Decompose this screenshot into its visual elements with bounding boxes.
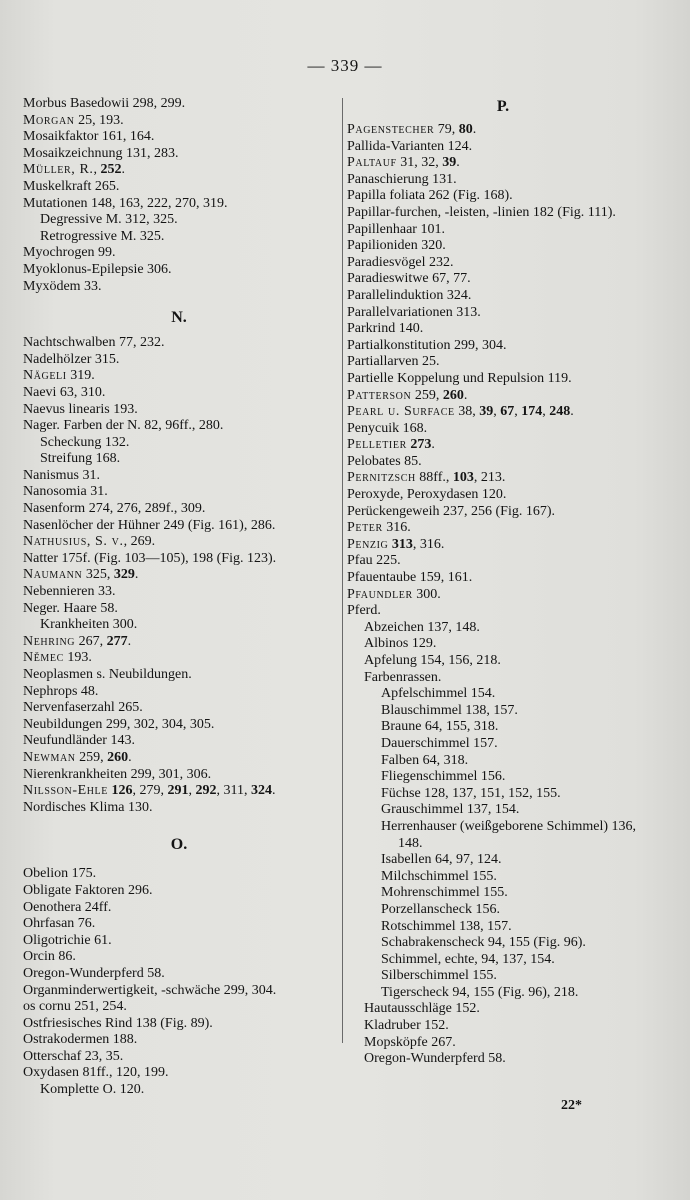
author-name: Nehring [23, 633, 76, 649]
section-n [23, 335, 335, 816]
index-entry [23, 916, 335, 933]
entry-text: Dauerschimmel 157. [381, 735, 498, 751]
entry-text: Farbenrassen. [364, 669, 442, 685]
index-entry [23, 1082, 335, 1099]
index-entry [23, 418, 335, 435]
index-entry [23, 900, 335, 917]
index-entry [347, 670, 659, 687]
entry-text: Oregon-Wunderpferd 58. [364, 1051, 506, 1067]
author-name: Nilsson-Ehle [23, 783, 108, 799]
index-entry [347, 769, 659, 786]
entry-text: Braune 64, 155, 318. [381, 719, 499, 735]
entry-text: , 269. [123, 534, 156, 550]
entry-text: , 316. [412, 536, 445, 552]
entry-text: Rotschimmel 138, 157. [381, 918, 512, 934]
left-column [23, 96, 335, 1099]
entry-text: Schabrakenscheck 94, 155 (Fig. 96). [381, 935, 586, 951]
entry-text: 25, 193. [74, 112, 124, 128]
index-entry [23, 717, 335, 734]
page-ref-bold: 292 [195, 783, 217, 799]
index-entry [23, 534, 335, 551]
index-entry [347, 885, 659, 902]
index-entry [23, 966, 335, 983]
entry-text: . [570, 404, 574, 420]
index-entry [23, 567, 335, 584]
entry-text: Otterschaf 23, 35. [23, 1048, 124, 1064]
index-entry [347, 736, 659, 753]
index-entry [347, 902, 659, 919]
index-entry [347, 421, 659, 438]
entry-text: Papillar-furchen, -leisten, -linien 182 (Fig. 111). [347, 204, 616, 220]
entry-text: Naevi 63, 310. [23, 384, 106, 400]
author-name: Němec [23, 650, 64, 666]
entry-text: Obligate Faktoren 296. [23, 882, 153, 898]
entry-text: Mutationen 148, 163, 222, 270, 319. [23, 195, 228, 211]
entry-text: Morbus Basedowii 298, 299. [23, 96, 186, 111]
entry-text: 319. [66, 368, 95, 384]
page-ref-bold: 313 [391, 536, 413, 552]
entry-text: Ohrfasan 76. [23, 916, 96, 932]
entry-text: 267, [75, 633, 107, 649]
entry-text: Abzeichen 137, 148. [364, 619, 480, 635]
index-entry [347, 1051, 659, 1068]
entry-text: , 279, [132, 783, 168, 799]
entry-text: . [134, 567, 139, 583]
index-entry [347, 786, 659, 803]
section-o [23, 866, 335, 1098]
entry-text: Parallelvariationen 313. [347, 304, 481, 320]
page-number: — 339 — [307, 56, 383, 75]
index-entry [23, 279, 335, 296]
entry-text: Parkrind 140. [347, 321, 424, 337]
entry-text: , [514, 404, 522, 420]
entry-text: Krankheiten 300. [40, 617, 138, 633]
entry-text: Füchse 128, 137, 151, 152, 155. [381, 785, 561, 801]
author-name: Pearl u. Surface [347, 404, 455, 420]
author-name: Newman [23, 749, 76, 765]
entry-text: , [188, 783, 196, 799]
entry-text: , 213. [473, 470, 506, 486]
index-entry [23, 129, 335, 146]
page-ref-bold: 277 [106, 633, 128, 649]
index-entry [347, 587, 659, 604]
author-name: Morgan [23, 112, 75, 128]
entry-text: Nephrops 48. [23, 683, 99, 699]
index-entry [347, 686, 659, 703]
author-name: Paltauf [347, 155, 397, 171]
index-entry [347, 985, 659, 1002]
entry-text: . [271, 783, 276, 799]
entry-text: Partiallarven 25. [347, 354, 440, 370]
entry-text: Naevus linearis 193. [23, 401, 138, 417]
entry-text: 79, [434, 122, 459, 137]
index-entry [347, 852, 659, 869]
right-column [347, 96, 659, 1068]
index-entry [23, 229, 335, 246]
entry-text: 300. [412, 586, 441, 602]
entry-text: Komplette O. 120. [40, 1082, 145, 1098]
index-entry [347, 321, 659, 338]
entry-text: . [472, 122, 477, 137]
entry-text: Hautausschläge 152. [364, 1001, 480, 1017]
entry-text: Organminderwertigkeit, -schwäche 299, 304. [23, 982, 277, 998]
signature-mark: 22* [561, 1098, 582, 1113]
entry-text: , [93, 162, 101, 178]
entry-text: . [456, 155, 460, 171]
entry-text: , [542, 404, 550, 420]
entry-text: Paradiesvögel 232. [347, 254, 454, 270]
entry-text: Oenothera 24ff. [23, 899, 112, 915]
index-entry [347, 819, 659, 852]
index-entry [23, 883, 335, 900]
entry-text: Papilioniden 320. [347, 238, 446, 254]
entry-text: Nasenform 274, 276, 289f., 309. [23, 501, 206, 517]
index-entry [347, 653, 659, 670]
index-entry [347, 404, 659, 421]
index-entry [347, 238, 659, 255]
entry-text: Partialkonstitution 299, 304. [347, 337, 507, 353]
index-entry [23, 262, 335, 279]
entry-text: Myxödem 33. [23, 278, 102, 294]
entry-text: , 311, [216, 783, 251, 799]
entry-text: 259, [75, 749, 108, 765]
section-heading-n: N. [171, 309, 187, 327]
entry-text: Peroxyde, Peroxydasen 120. [347, 487, 507, 503]
entry-text: Parallelinduktion 324. [347, 287, 472, 303]
entry-text: Neger. Haare 58. [23, 600, 118, 616]
entry-text: Isabellen 64, 97, 124. [381, 852, 502, 868]
author-name: Müller, R. [23, 162, 94, 178]
entry-text: 38, [454, 404, 480, 420]
index-entry [23, 468, 335, 485]
index-entry [23, 1016, 335, 1033]
index-entry [23, 146, 335, 163]
index-entry [347, 802, 659, 819]
index-entry [347, 520, 659, 537]
entry-text: Ostfriesisches Rind 138 (Fig. 89). [23, 1015, 213, 1031]
entry-text: Blauschimmel 138, 157. [381, 702, 518, 718]
entry-text: Natter 175f. (Fig. 103—105), 198 (Fig. 123). [23, 550, 277, 566]
index-entry [23, 551, 335, 568]
entry-text: Neubildungen 299, 302, 304, 305. [23, 716, 215, 732]
entry-text: . [128, 749, 132, 765]
entry-text: Orcin 86. [23, 949, 76, 965]
index-entry [23, 212, 335, 229]
page-ref-bold: 260 [442, 387, 464, 403]
index-entry [347, 288, 659, 305]
entry-text: Nadelhölzer 315. [23, 351, 120, 367]
entry-text: , [493, 404, 501, 420]
entry-text: Paradieswitwe 67, 77. [347, 271, 471, 287]
page-ref-bold: 273 [410, 437, 432, 453]
index-entry [23, 617, 335, 634]
index-entry [23, 733, 335, 750]
index-entry [347, 255, 659, 272]
entry-text: Albinos 129. [364, 636, 437, 652]
page-ref-bold: 103 [452, 470, 474, 486]
page-ref-bold: 126 [111, 783, 133, 799]
entry-text: . [121, 162, 126, 178]
index-entry [23, 866, 335, 883]
entry-text: 31, 32, [396, 155, 443, 171]
entry-text: 259, [411, 387, 443, 403]
index-entry [347, 570, 659, 587]
entry-text: Mosaikzeichnung 131, 283. [23, 145, 179, 161]
section-heading-p: P. [496, 98, 510, 115]
author-name: Pernitzsch [347, 470, 416, 486]
entry-text: 316. [382, 520, 411, 536]
index-entry [23, 767, 335, 784]
index-entry [347, 305, 659, 322]
index-entry [347, 437, 659, 454]
entry-text: 88ff., [415, 470, 453, 486]
author-name: Nathusius, S. v. [23, 534, 124, 550]
page-ref-bold: 39 [442, 155, 457, 171]
index-entry [347, 338, 659, 355]
author-name: Pagenstecher [347, 122, 435, 137]
index-entry [23, 484, 335, 501]
index-entry [347, 603, 659, 620]
index-entry [347, 719, 659, 736]
entry-text: Apfelschimmel 154. [381, 686, 496, 702]
index-entry [23, 700, 335, 717]
index-entry [347, 222, 659, 239]
page-ref-bold: 80 [458, 122, 473, 137]
index-entry [23, 684, 335, 701]
section-p [347, 122, 659, 1068]
index-entry [23, 1032, 335, 1049]
entry-text: Streifung 168. [40, 451, 121, 467]
entry-text: Retrogressive M. 325. [40, 228, 165, 244]
index-entry [23, 162, 335, 179]
index-entry [23, 245, 335, 262]
entry-text: Neoplasmen s. Neubildungen. [23, 667, 192, 682]
index-entry [23, 999, 335, 1016]
index-entry [347, 205, 659, 222]
entry-text: Oregon-Wunderpferd 58. [23, 965, 165, 981]
index-entry [23, 196, 335, 213]
index-entry [347, 354, 659, 371]
page-ref-bold: 324 [250, 783, 272, 799]
index-entry [347, 753, 659, 770]
entry-text: Nanosomia 31. [23, 484, 108, 500]
section-m [23, 96, 335, 295]
entry-text: Kladruber 152. [364, 1018, 449, 1034]
entry-text: 325, [82, 567, 114, 583]
entry-text: Pelobates 85. [347, 453, 422, 469]
index-entry [23, 435, 335, 452]
index-entry [23, 451, 335, 468]
entry-text: Nierenkrankheiten 299, 301, 306. [23, 766, 212, 782]
index-entry [347, 188, 659, 205]
entry-text: Milchschimmel 155. [381, 868, 497, 884]
author-name: Peter [347, 520, 383, 536]
page-ref-bold: 252 [100, 162, 122, 178]
page-ref-bold: 67 [500, 404, 515, 420]
page-ref-bold: 39 [479, 404, 494, 420]
index-entry [347, 155, 659, 172]
entry-text: Muskelkraft 265. [23, 178, 120, 194]
index-entry [347, 454, 659, 471]
entry-text: Ostrakodermen 188. [23, 1032, 138, 1048]
author-name: Patterson [347, 387, 412, 403]
entry-text: Penycuik 168. [347, 420, 428, 436]
entry-text: Oxydasen 81ff., 120, 199. [23, 1065, 169, 1081]
entry-text: Papillenhaar 101. [347, 221, 445, 237]
entry-text: os cornu 251, 254. [23, 999, 127, 1015]
index-entry [23, 933, 335, 950]
index-entry [347, 869, 659, 886]
author-name: Pelletier [347, 437, 407, 453]
entry-text: Mopsköpfe 267. [364, 1034, 456, 1050]
index-entry [347, 1018, 659, 1035]
entry-text: Neufundländer 143. [23, 733, 135, 749]
index-entry [23, 352, 335, 369]
entry-text: Mohrenschimmel 155. [381, 885, 508, 901]
entry-text: Fliegenschimmel 156. [381, 769, 506, 785]
column-divider [342, 98, 343, 1043]
index-entry [23, 584, 335, 601]
index-entry [347, 935, 659, 952]
index-entry [347, 122, 659, 139]
index-entry [23, 501, 335, 518]
index-entry [23, 402, 335, 419]
index-entry [347, 1035, 659, 1052]
index-entry [347, 1001, 659, 1018]
section-heading-o: O. [170, 836, 188, 854]
page-ref-bold: 174 [521, 404, 543, 420]
entry-text: Grauschimmel 137, 154. [381, 802, 520, 818]
index-entry [347, 553, 659, 570]
index-entry [23, 783, 335, 800]
index-entry [23, 335, 335, 352]
entry-text: . [463, 387, 468, 403]
entry-text: Porzellanscheck 156. [381, 901, 500, 917]
index-entry [347, 504, 659, 521]
index-entry [23, 650, 335, 667]
entry-text: . [431, 437, 435, 453]
entry-text: Myochrogen 99. [23, 245, 116, 261]
entry-text: Nervenfaserzahl 265. [23, 700, 143, 716]
index-entry [347, 470, 659, 487]
index-entry [347, 620, 659, 637]
entry-text: Nordisches Klima 130. [23, 799, 153, 815]
entry-text: . [127, 633, 132, 649]
entry-text: 193. [63, 650, 92, 666]
entry-text: Pallida-Varianten 124. [347, 138, 473, 154]
index-entry [23, 113, 335, 130]
entry-text: Myoklonus-Epilepsie 306. [23, 261, 172, 277]
index-entry [347, 172, 659, 189]
entry-text: Oligotrichie 61. [23, 932, 112, 948]
index-entry [23, 983, 335, 1000]
entry-text: Apfelung 154, 156, 218. [364, 653, 501, 668]
entry-text: Mosaikfaktor 161, 164. [23, 129, 155, 145]
entry-text: Nachtschwalben 77, 232. [23, 335, 165, 351]
index-entry [347, 952, 659, 969]
entry-text: Nager. Farben der N. 82, 96ff., 280. [23, 418, 224, 434]
index-entry [23, 179, 335, 196]
entry-text: Perückengeweih 237, 256 (Fig. 167). [347, 503, 556, 519]
index-entry [23, 368, 335, 385]
index-entry [23, 1065, 335, 1082]
entry-text: Pfau 225. [347, 553, 401, 569]
index-entry [23, 949, 335, 966]
index-entry [23, 96, 335, 113]
entry-text: Panaschierung 131. [347, 171, 457, 187]
index-entry [23, 667, 335, 684]
author-name: Nägeli [23, 368, 67, 384]
index-entry [23, 1049, 335, 1066]
index-entry [347, 537, 659, 554]
entry-text: Scheckung 132. [40, 434, 130, 450]
index-entry [347, 388, 659, 405]
index-entry [23, 385, 335, 402]
index-entry [347, 371, 659, 388]
index-entry [347, 919, 659, 936]
index-entry [347, 139, 659, 156]
entry-text: Falben 64, 318. [381, 752, 469, 768]
page-ref-bold: 291 [167, 783, 189, 799]
index-entry [23, 518, 335, 535]
page-ref-bold: 248 [549, 404, 571, 420]
index-entry [347, 487, 659, 504]
author-name: Penzig [347, 536, 389, 552]
entry-text: Papilla foliata 262 (Fig. 168). [347, 188, 513, 204]
index-entry [23, 634, 335, 651]
index-entry [347, 968, 659, 985]
entry-text: Pfauentaube 159, 161. [347, 570, 473, 586]
page-ref-bold: 329 [113, 567, 135, 583]
index-entry [23, 601, 335, 618]
page-ref-bold: 260 [107, 749, 129, 765]
entry-text: Silberschimmel 155. [381, 968, 497, 984]
index-entry [347, 636, 659, 653]
entry-text: Nasenlöcher der Hühner 249 (Fig. 161), 286. [23, 517, 276, 533]
entry-text: Pferd. [347, 603, 381, 619]
index-entry [23, 750, 335, 767]
index-entry [347, 271, 659, 288]
index-entry [23, 800, 335, 817]
author-name: Pfaundler [347, 586, 413, 602]
entry-text: Nebennieren 33. [23, 584, 116, 600]
entry-text: Degressive M. 312, 325. [40, 212, 178, 228]
entry-text: Herrenhauser (weißgeborene Schimmel) 136, 148. [381, 818, 637, 851]
index-entry [347, 703, 659, 720]
entry-text: Obelion 175. [23, 866, 97, 882]
entry-text: Schimmel, echte, 94, 137, 154. [381, 951, 555, 967]
entry-text: Tigerscheck 94, 155 (Fig. 96), 218. [381, 984, 579, 1000]
entry-text: Partielle Koppelung und Repulsion 119. [347, 370, 572, 386]
author-name: Naumann [23, 567, 83, 583]
entry-text: Nanismus 31. [23, 467, 100, 483]
